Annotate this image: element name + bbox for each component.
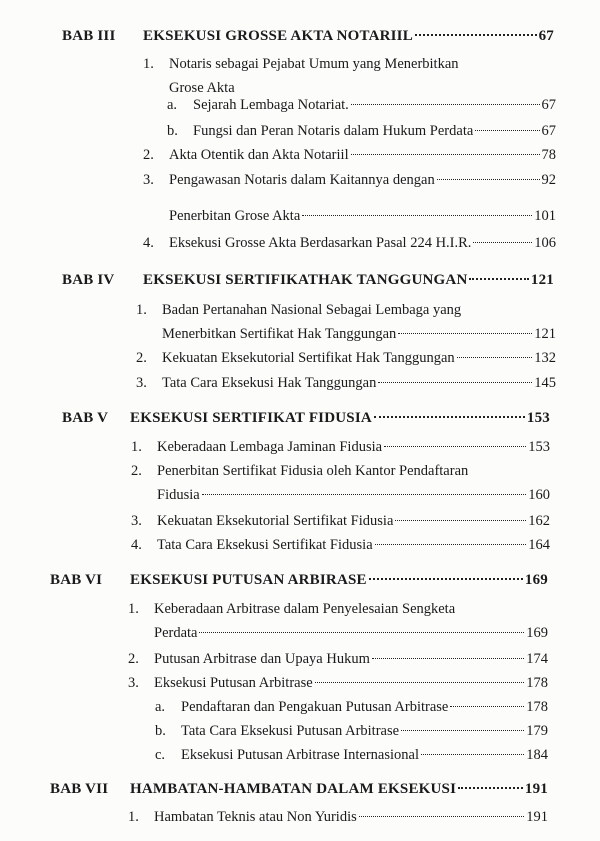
- chapter-heading-bab-v: [0, 410, 600, 434]
- entry-number: 3.: [128, 675, 139, 691]
- dot-leader: [199, 632, 524, 633]
- entry-number: 1.: [128, 809, 139, 825]
- toc-entry: [131, 509, 550, 533]
- dot-leader: [378, 382, 532, 383]
- entry-text: Kekuatan Eksekutorial Sertifikat Fidusia: [157, 513, 394, 529]
- entry-page-number: 184: [526, 747, 548, 763]
- entry-text: Fidusia: [157, 487, 200, 503]
- toc-entry: [143, 168, 556, 192]
- entry-page-number: 67: [541, 123, 556, 139]
- entry-number: 2.: [143, 147, 154, 163]
- chapter-page-number: 153: [526, 410, 550, 426]
- dot-leader: [421, 754, 524, 755]
- dot-leader: [315, 682, 525, 683]
- toc-entry: [143, 231, 556, 255]
- entry-text: Perdata: [154, 625, 198, 641]
- entry-number: 3.: [136, 375, 147, 391]
- entry-page-number: 169: [526, 625, 548, 641]
- entry-number: a.: [155, 699, 166, 715]
- dot-leader: [457, 357, 533, 358]
- chapter-label: BAB VI: [50, 572, 103, 588]
- dot-leader: [415, 34, 537, 36]
- toc-entry: [167, 119, 556, 143]
- dot-leader: [384, 446, 526, 447]
- toc-entry: [155, 743, 548, 767]
- chapter-heading-bab-iii: [0, 28, 600, 52]
- entry-number: b.: [167, 123, 178, 139]
- entry-text: Keberadaan Lembaga Jaminan Fidusia: [157, 439, 383, 455]
- chapter-heading-bab-vi: [0, 572, 600, 596]
- entry-page-number: 164: [528, 537, 550, 553]
- entry-text: Tata Cara Eksekusi Sertifikat Fidusia: [157, 537, 373, 553]
- dot-leader: [351, 104, 540, 105]
- entry-number: 1.: [136, 302, 147, 318]
- entry-page-number: 178: [526, 699, 548, 715]
- chapter-page-number: 121: [530, 272, 554, 288]
- entry-number: 1.: [131, 439, 142, 455]
- entry-page-number: 132: [534, 350, 556, 366]
- entry-text: Pengawasan Notaris dalam Kaitannya dengan: [169, 172, 435, 188]
- entry-text: Eksekusi Grosse Akta Berdasarkan Pasal 224 H.I.R.: [169, 235, 472, 251]
- entry-text: Penerbitan Sertifikat Fidusia oleh Kantor Pendaftaran: [157, 463, 469, 479]
- entry-page-number: 178: [526, 675, 548, 691]
- dot-leader: [401, 730, 524, 731]
- entry-text: Penerbitan Grose Akta: [169, 208, 301, 224]
- entry-text: Pendaftaran dan Pengakuan Putusan Arbitrase: [181, 699, 449, 715]
- dot-leader: [395, 520, 526, 521]
- entry-page-number: 174: [526, 651, 548, 667]
- dot-leader: [469, 278, 528, 280]
- entry-page-number: 101: [534, 208, 556, 224]
- chapter-title: HAMBATAN-HAMBATAN DALAM EKSEKUSI: [130, 781, 457, 797]
- entry-number: 3.: [143, 172, 154, 188]
- entry-number: 2.: [131, 463, 142, 479]
- entry-text: Hambatan Teknis atau Non Yuridis: [154, 809, 357, 825]
- entry-number: 1.: [128, 601, 139, 617]
- entry-text: Akta Otentik dan Akta Notariil: [169, 147, 349, 163]
- chapter-page-number: 67: [538, 28, 554, 44]
- entry-number: c.: [155, 747, 166, 763]
- entry-page-number: 106: [534, 235, 556, 251]
- dot-leader: [475, 130, 539, 131]
- entry-text: Badan Pertanahan Nasional Sebagai Lembaga yang: [162, 302, 462, 318]
- toc-entry: [131, 533, 550, 557]
- dot-leader: [437, 179, 540, 180]
- toc-entry: [128, 597, 548, 645]
- entry-page-number: 121: [534, 326, 556, 342]
- dot-leader: [359, 816, 524, 817]
- dot-leader: [302, 215, 532, 216]
- entry-page-number: 145: [534, 375, 556, 391]
- dot-leader: [202, 494, 527, 495]
- chapter-heading-bab-iv: [0, 272, 600, 296]
- toc-entry: [136, 371, 556, 395]
- toc-entry: [136, 346, 556, 370]
- dot-leader: [450, 706, 524, 707]
- chapter-heading-bab-vii: [0, 781, 600, 805]
- entry-text: Notaris sebagai Pejabat Umum yang Menerbitkan: [169, 56, 459, 72]
- dot-leader: [375, 544, 527, 545]
- toc-entry: [136, 298, 556, 346]
- chapter-title: EKSEKUSI GROSSE AKTA NOTARIIL: [143, 28, 413, 44]
- chapter-title: EKSEKUSI PUTUSAN ARBIRASE: [130, 572, 367, 588]
- dot-leader: [473, 242, 532, 243]
- toc-entry: [167, 93, 556, 117]
- entry-text: Kekuatan Eksekutorial Sertifikat Hak Tanggungan: [162, 350, 455, 366]
- toc-entry: [128, 671, 548, 695]
- toc-entry: [143, 143, 556, 167]
- dot-leader: [372, 658, 524, 659]
- entry-number: 2.: [136, 350, 147, 366]
- dot-leader: [458, 787, 523, 789]
- entry-number: 3.: [131, 513, 142, 529]
- chapter-title: EKSEKUSI SERTIFIKATHAK TANGGUNGAN: [143, 272, 468, 288]
- entry-text: Tata Cara Eksekusi Hak Tanggungan: [162, 375, 377, 391]
- toc-entry: [131, 435, 550, 459]
- dot-leader: [369, 578, 523, 580]
- toc-entry: [155, 719, 548, 743]
- entry-text: Fungsi dan Peran Notaris dalam Hukum Perdata: [193, 123, 474, 139]
- entry-page-number: 67: [541, 97, 556, 113]
- entry-page-number: 78: [541, 147, 556, 163]
- chapter-label: BAB V: [62, 410, 109, 426]
- entry-text: Menerbitkan Sertifikat Hak Tanggungan: [162, 326, 397, 342]
- toc-entry: [155, 695, 548, 719]
- dot-leader: [351, 154, 540, 155]
- entry-number: a.: [167, 97, 178, 113]
- entry-page-number: 160: [528, 487, 550, 503]
- entry-text: Grose Akta: [169, 80, 235, 96]
- entry-text: Eksekusi Putusan Arbitrase: [154, 675, 313, 691]
- entry-number: 2.: [128, 651, 139, 667]
- toc-entry: [128, 805, 548, 829]
- entry-text: Sejarah Lembaga Notariat.: [193, 97, 349, 113]
- entry-text: Tata Cara Eksekusi Putusan Arbitrase: [181, 723, 400, 739]
- dot-leader: [374, 416, 525, 418]
- chapter-label: BAB III: [62, 28, 116, 44]
- entry-text: Keberadaan Arbitrase dalam Penyelesaian Sengketa: [154, 601, 456, 617]
- entry-page-number: 92: [541, 172, 556, 188]
- entry-page-number: 179: [526, 723, 548, 739]
- chapter-label: BAB IV: [62, 272, 115, 288]
- chapter-title: EKSEKUSI SERTIFIKAT FIDUSIA: [130, 410, 372, 426]
- toc-entry: [131, 459, 550, 507]
- entry-page-number: 191: [526, 809, 548, 825]
- entry-number: 1.: [143, 56, 154, 72]
- dot-leader: [398, 333, 532, 334]
- toc-entry: [143, 204, 556, 228]
- entry-page-number: 162: [528, 513, 550, 529]
- entry-text: Eksekusi Putusan Arbitrase Internasional: [181, 747, 419, 763]
- chapter-label: BAB VII: [50, 781, 109, 797]
- entry-page-number: 153: [528, 439, 550, 455]
- chapter-page-number: 169: [524, 572, 548, 588]
- chapter-page-number: 191: [524, 781, 548, 797]
- toc-entry: [128, 647, 548, 671]
- entry-number: b.: [155, 723, 166, 739]
- entry-number: 4.: [143, 235, 154, 251]
- entry-number: 4.: [131, 537, 142, 553]
- entry-text: Putusan Arbitrase dan Upaya Hukum: [154, 651, 370, 667]
